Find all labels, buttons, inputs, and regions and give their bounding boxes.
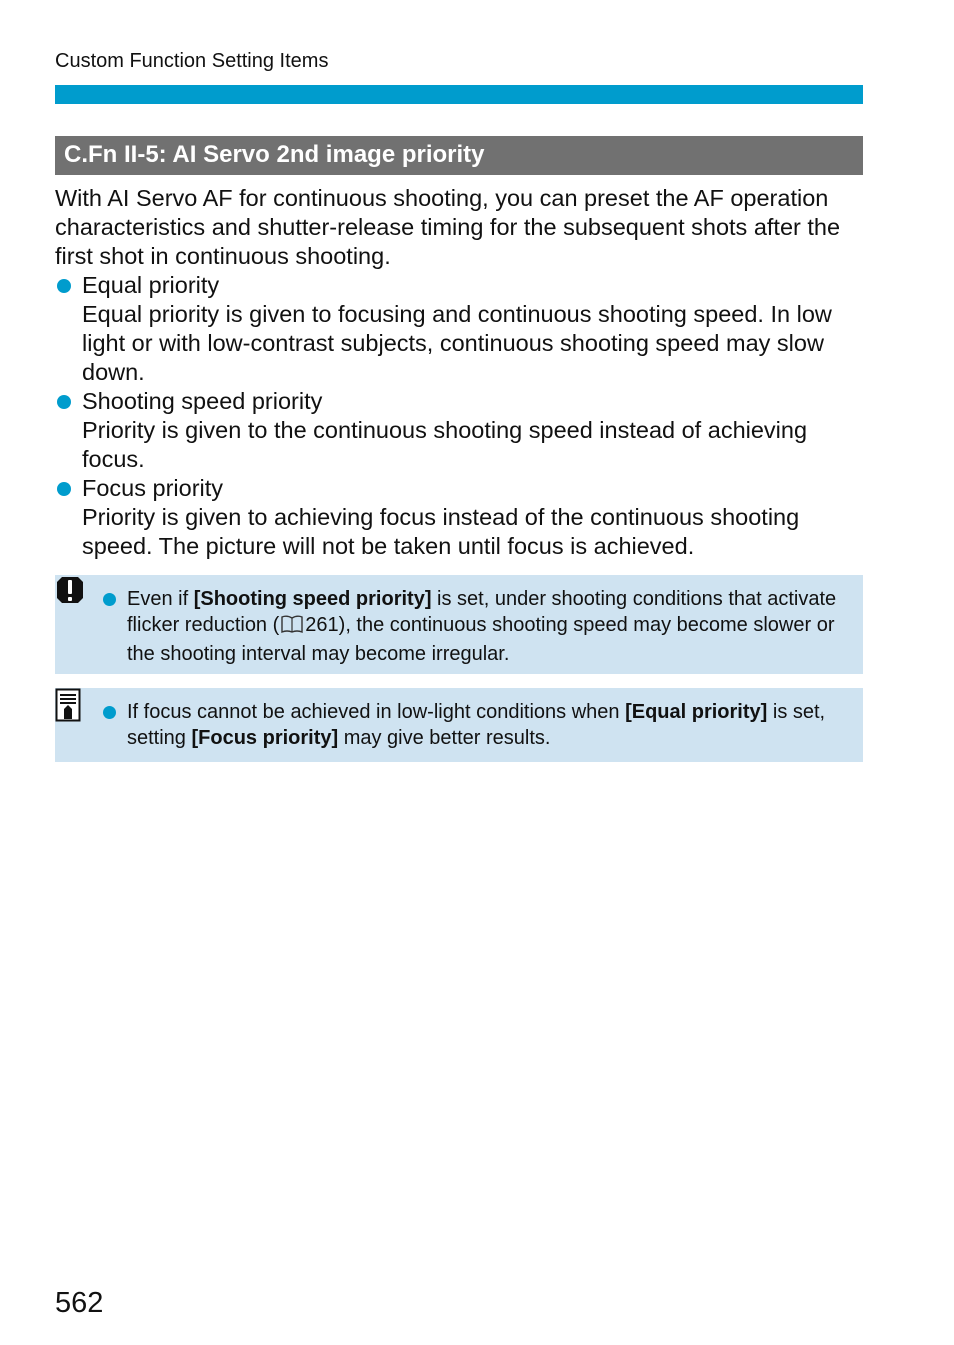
note-bold-equal-priority: [Equal priority] <box>625 701 768 723</box>
caution-text-before: Even if <box>127 588 194 610</box>
option-focus-priority <box>55 474 863 561</box>
note-paragraph <box>127 699 852 751</box>
running-header: Custom Function Setting Items <box>55 50 329 72</box>
option-description: Priority is given to the continuous shooting speed instead of achieving focus. <box>82 417 808 472</box>
note-text-after: may give better results. <box>338 727 551 749</box>
option-title: Focus priority <box>82 475 224 501</box>
page-number: 562 <box>55 1287 104 1319</box>
caution-bold-shooting-speed-priority: [Shooting speed priority] <box>193 588 432 610</box>
bullet-icon <box>57 395 71 409</box>
bullet-icon <box>103 706 116 719</box>
option-equal-priority <box>55 271 863 387</box>
caution-page-ref[interactable]: 261 <box>305 614 339 636</box>
note-box <box>55 688 863 762</box>
note-text-before: If focus cannot be achieved in low-light conditions when <box>127 701 626 723</box>
memo-icon <box>55 688 81 727</box>
caution-text-after: ), the continuous shooting speed may become slower or the shooting interval may become irregular. <box>127 614 835 665</box>
book-icon <box>280 614 304 641</box>
option-shooting-speed-priority <box>55 387 863 474</box>
option-description: Equal priority is given to focusing and continuous shooting speed. In low light or with low-contrast subjects, continuous shooting speed may slow down. <box>82 301 832 385</box>
bullet-icon <box>57 482 71 496</box>
option-list <box>55 271 863 561</box>
header-rule <box>55 85 863 104</box>
section-title-bar <box>55 136 863 175</box>
option-title: Shooting speed priority <box>82 388 323 414</box>
bullet-icon <box>103 593 116 606</box>
section-title: C.Fn II-5: AI Servo 2nd image priority <box>64 141 485 168</box>
option-description: Priority is given to achieving focus instead of the continuous shooting speed. The picture will not be taken until focus is achieved. <box>82 504 800 559</box>
caution-icon <box>55 575 85 610</box>
caution-text-middle: is set, under shooting conditions that activate flicker reduction ( <box>127 588 837 636</box>
note-bold-focus-priority: [Focus priority] <box>191 727 339 749</box>
caution-box <box>55 575 863 674</box>
option-title: Equal priority <box>82 272 220 298</box>
caution-paragraph <box>127 586 852 667</box>
bullet-icon <box>57 279 71 293</box>
intro-paragraph: With AI Servo AF for continuous shooting, you can preset the AF operation characteristics and shutter-release timing for the subsequent shots after the first shot in continuous shooting. <box>55 185 841 269</box>
note-text-middle: is set, setting <box>127 701 826 749</box>
section-body <box>55 184 863 561</box>
